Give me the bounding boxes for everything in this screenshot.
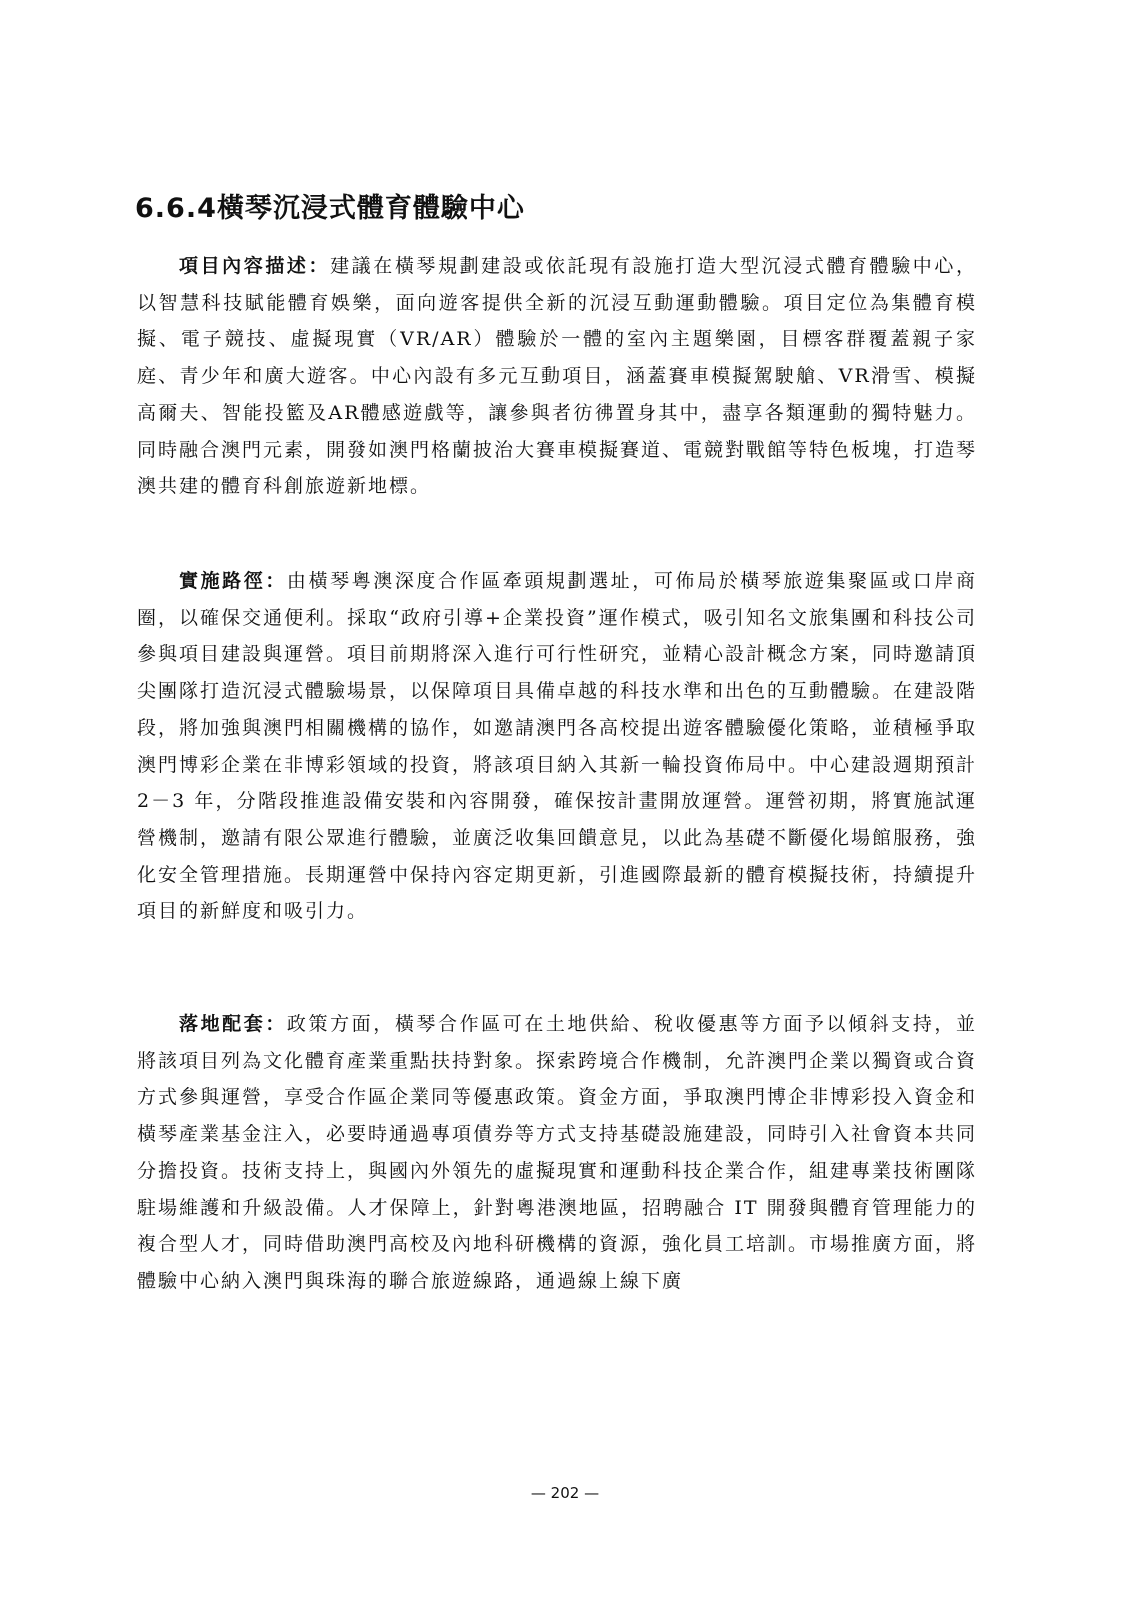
paragraph-lead: 實施路徑：: [179, 570, 287, 592]
section-number: 6.6.4: [135, 193, 217, 224]
paragraph-body: 由橫琴粵澳深度合作區牽頭規劃選址，可佈局於橫琴旅遊集聚區或口岸商圈，以確保交通便利。採取“政府引導+企業投資”運作模式，吸引知名文旅集團和科技公司參與項目建設與運營。項目前期將深入進行可行性研究，並精心設計概念方案，同時邀請頂尖團隊打造沉浸式體驗場景，以保障項目具備卓越的科技水準和出色的互動體驗。在建設階段，將加強與澳門相關機構的協作，如邀請澳門各高校提出遊客體驗優化策略，並積極爭取澳門博彩企業在非博彩領域的投資，將該項目納入其新一輪投資佈局中。中心建設週期預計 2－3 年，分階段推進設備安裝和內容開發，確保按計畫開放運營。運營初期，將實施試運營機制，邀請有限公眾進行體驗，並廣泛收集回饋意見，以此為基礎不斷優化場館服務，強化安全管理措施。長期運營中保持內容定期更新，引進國際最新的體育模擬技術，持續提升項目的新鮮度和吸引力。: [137, 570, 978, 923]
paragraph-body: 建議在橫琴規劃建設或依託現有設施打造大型沉浸式體育體驗中心，以智慧科技賦能體育娛樂，面向遊客提供全新的沉浸互動運動體驗。項目定位為集體育模擬、電子競技、虛擬現實（VR/AR）體驗於一體的室內主題樂園，目標客群覆蓋親子家庭、青少年和廣大遊客。中心內設有多元互動項目，涵蓋賽車模擬駕駛艙、VR滑雪、模擬高爾夫、智能投籃及AR體感遊戲等，讓參與者彷彿置身其中，盡享各類運動的獨特魅力。同時融合澳門元素，開發如澳門格蘭披治大賽車模擬賽道、電競對戰館等特色板塊，打造琴澳共建的體育科創旅遊新地標。: [137, 255, 978, 498]
paragraph-project-description: [137, 248, 977, 505]
paragraph-lead: 落地配套：: [179, 1013, 287, 1035]
paragraph-body: 政策方面，橫琴合作區可在土地供給、稅收優惠等方面予以傾斜支持，並將該項目列為文化體育產業重點扶持對象。探索跨境合作機制，允許澳門企業以獨資或合資方式參與運營，享受合作區企業同等優惠政策。資金方面，爭取澳門博企非博彩投入資金和橫琴產業基金注入，必要時通過專項債券等方式支持基礎設施建設，同時引入社會資本共同分擔投資。技術支持上，與國內外領先的虛擬現實和運動科技企業合作，組建專業技術團隊駐場維護和升級設備。人才保障上，針對粵港澳地區，招聘融合 IT 開發與體育管理能力的複合型人才，同時借助澳門高校及內地科研機構的資源，強化員工培訓。市場推廣方面，將體驗中心納入澳門與珠海的聯合旅遊線路，通過線上線下廣: [137, 1013, 978, 1292]
section-heading: [135, 186, 525, 225]
paragraph-lead: 項目內容描述：: [179, 255, 331, 277]
page-number: — 202 —: [530, 1484, 600, 1502]
paragraph-supporting-measures: [137, 1006, 977, 1300]
section-title: 橫琴沉浸式體育體驗中心: [216, 193, 525, 224]
paragraph-implementation-path: [137, 563, 977, 930]
